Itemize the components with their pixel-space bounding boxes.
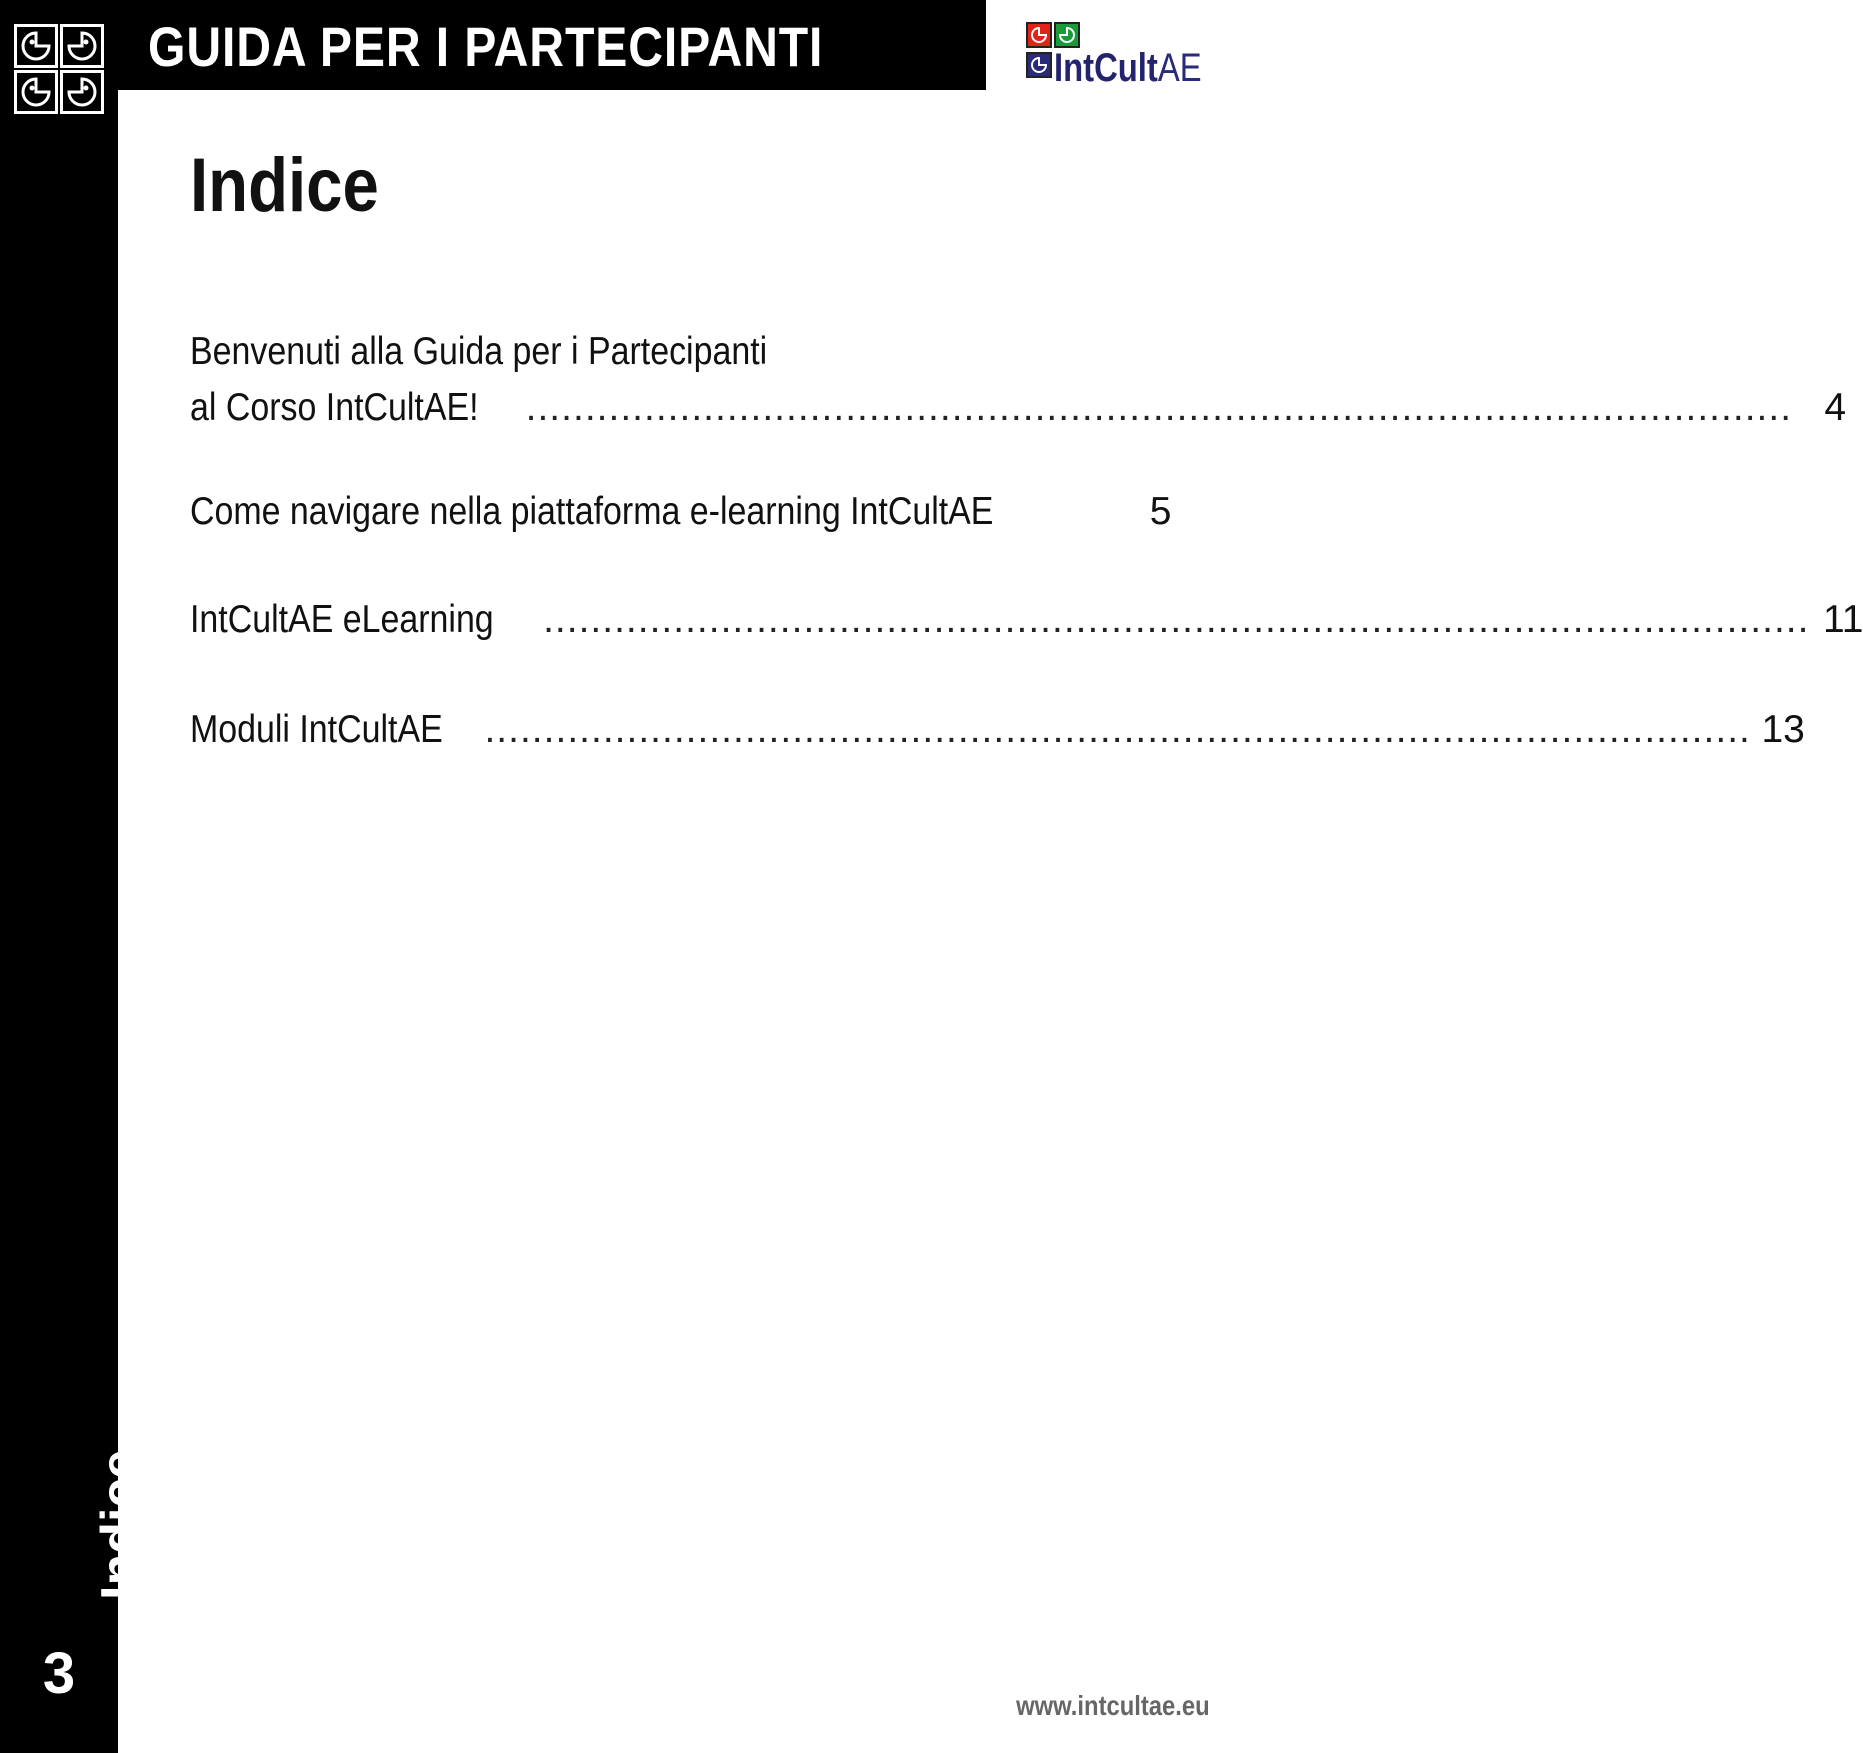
face-icon [14, 70, 58, 114]
toc-entry[interactable] [190, 708, 1805, 752]
footer-url[interactable]: www.intcultae.eu [1016, 1690, 1210, 1721]
face-icon [60, 70, 104, 114]
logo-green-face-icon [1054, 22, 1080, 48]
intcultae-logo [1024, 18, 1204, 88]
leader-dots: ........................................................................................................... [525, 386, 1793, 429]
toc-entry[interactable] [190, 330, 1847, 430]
logo-text: IntCultAE [1054, 46, 1202, 90]
header-bar [118, 0, 986, 90]
page-number: 3 [42, 1641, 76, 1706]
section-label: Indice [91, 1449, 149, 1600]
toc-page-number: 4 [1824, 386, 1847, 429]
toc-entry[interactable] [190, 598, 1863, 642]
brand-icon-grid [14, 24, 104, 114]
leader-dots: ........................................................................................................... [543, 598, 1810, 641]
face-icon [14, 24, 58, 68]
header-title: GUIDA PER I PARTECIPANTI [148, 15, 824, 78]
toc-page-number: 11 [1822, 598, 1863, 641]
page-title: Indice [190, 143, 379, 228]
logo-red-face-icon [1026, 22, 1052, 48]
toc-entry-title: Come navigare nella piattaforma e-learning IntCultAE [190, 490, 994, 533]
logo-blue-face-icon [1026, 52, 1052, 78]
toc-entry-title: Moduli IntCultAE [190, 708, 443, 751]
toc-entry-title: IntCultAE eLearning [190, 598, 494, 641]
toc-entry-title-continued: al Corso IntCultAE! [190, 386, 479, 429]
sidebar [0, 0, 149, 1753]
toc-page-number: 5 [1149, 490, 1172, 533]
leader-dots: ........................................................................................................... [484, 708, 1751, 751]
toc-page-number: 13 [1761, 708, 1805, 751]
face-icon [60, 24, 104, 68]
toc-entry[interactable] [190, 490, 1170, 534]
toc-entry-title: Benvenuti alla Guida per i Partecipanti [190, 330, 768, 373]
